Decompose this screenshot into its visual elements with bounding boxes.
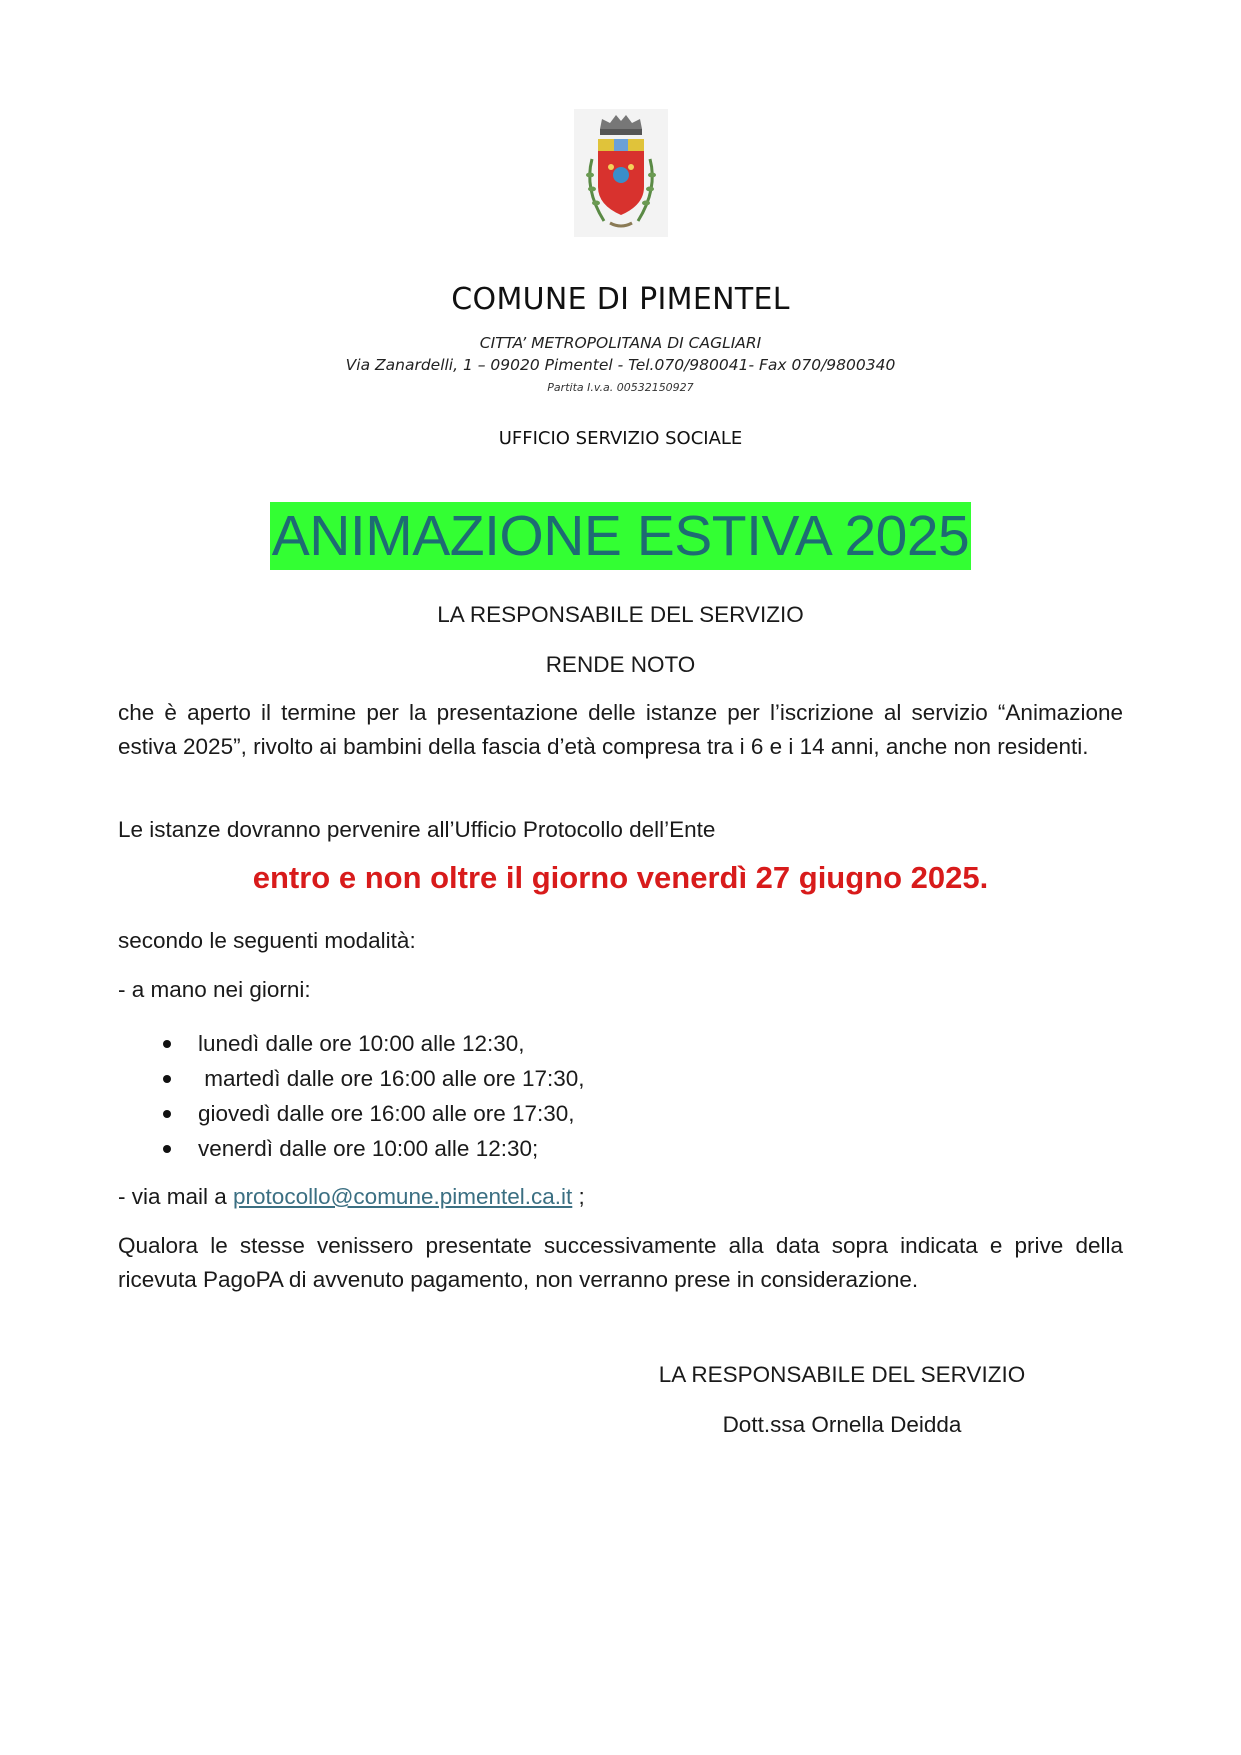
municipality-name: COMUNE DI PIMENTEL: [451, 282, 790, 317]
schedule-monday: lunedì dalle ore 10:00 alle 12:30,: [198, 1031, 525, 1056]
signature-name: Dott.ssa Ornella Deidda: [722, 1412, 962, 1437]
list-item: [160, 1061, 1060, 1096]
vat-number: Partita I.v.a. 00532150927: [547, 381, 694, 394]
coat-of-arms-logo: [574, 109, 668, 237]
bullet-icon: [163, 1040, 171, 1048]
office-name: UFFICIO SERVIZIO SOCIALE: [498, 428, 743, 449]
schedule-thursday: giovedì dalle ore 16:00 alle ore 17:30,: [198, 1101, 575, 1126]
list-item: [160, 1096, 1060, 1131]
mail-suffix: ;: [572, 1184, 585, 1209]
final-paragraph: Qualora le stesse venissero presentate successivamente alla data sopra indicata e prive della ricevuta PagoPA di avvenuto pagamento, non verranno prese in considerazione.: [118, 1233, 1123, 1292]
list-item: [160, 1131, 1060, 1166]
by-hand-label: - a mano nei giorni:: [118, 977, 311, 1002]
modalities-intro: secondo le seguenti modalità:: [118, 928, 416, 953]
metropolitan-city: CITTA’ METROPOLITANA DI CAGLIARI: [479, 334, 762, 352]
email-link[interactable]: protocollo@comune.pimentel.ca.it: [233, 1184, 573, 1209]
signature-role: LA RESPONSABILE DEL SERVIZIO: [658, 1362, 1026, 1387]
mail-prefix: - via mail a: [118, 1184, 234, 1209]
notice-heading: RENDE NOTO: [545, 652, 696, 677]
bullet-icon: [163, 1110, 171, 1118]
title-container: [0, 502, 1241, 570]
bullet-icon: [163, 1145, 171, 1153]
list-item: [160, 1026, 1060, 1061]
schedule-friday: venerdì dalle ore 10:00 alle 12:30;: [198, 1136, 539, 1161]
intro-paragraph: che è aperto il termine per la presentazione delle istanze per l’iscrizione al servizio “Animazione estiva 2025”, rivolto ai bambini della fascia d’età compresa tra i 6 e i 14 anni, anche non residenti.: [118, 700, 1123, 759]
schedule-list: [160, 1026, 1060, 1166]
page-title: ANIMAZIONE ESTIVA 2025: [271, 504, 970, 568]
bullet-icon: [163, 1075, 171, 1083]
address-line: Via Zanardelli, 1 – 09020 Pimentel - Tel.070/980041- Fax 070/9800340: [345, 356, 896, 374]
responsible-heading: LA RESPONSABILE DEL SERVIZIO: [437, 602, 804, 627]
deadline-text: entro e non oltre il giorno venerdì 27 giugno 2025.: [252, 860, 989, 895]
submission-paragraph: Le istanze dovranno pervenire all’Ufficio Protocollo dell’Ente: [118, 817, 716, 842]
schedule-tuesday: martedì dalle ore 16:00 alle ore 17:30,: [198, 1066, 585, 1091]
mail-line: [118, 1180, 1123, 1214]
